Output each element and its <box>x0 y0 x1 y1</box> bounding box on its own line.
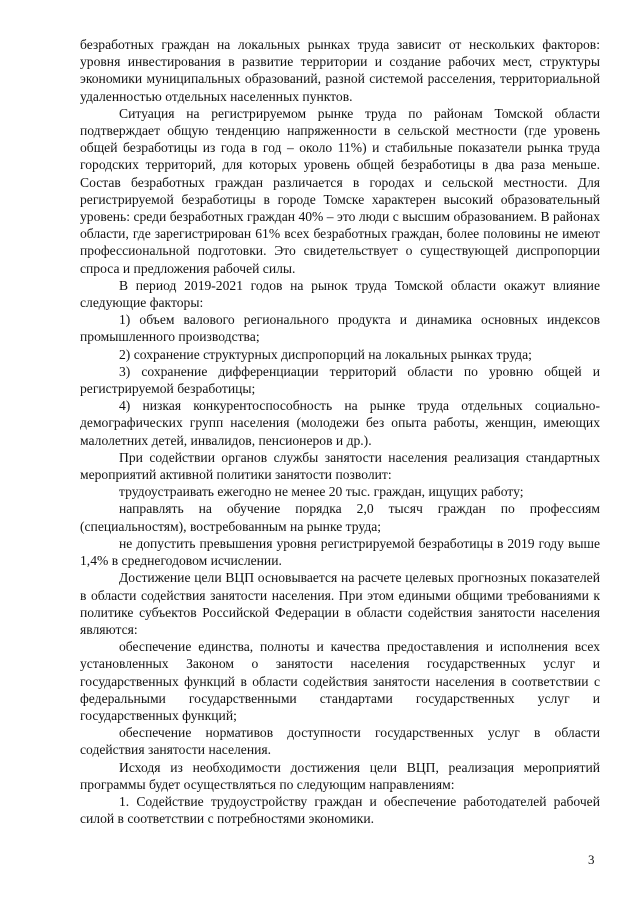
list-item-factor-1: 1) объем валового регионального продукта и динамика основных индексов промышленного производства; <box>80 312 600 345</box>
list-item-training: направлять на обучение порядка 2,0 тысяч граждан по профессиям (специальностям), востребованным на рынке труда; <box>80 501 600 534</box>
paragraph-directions: Исходя из необходимости достижения цели ВЦП, реализация мероприятий программы будет осуществляться по следующим направлениям: <box>80 759 600 792</box>
paragraph-employment-measures: При содействии органов службы занятости населения реализация стандартных мероприятий активной политики занятости позволит: <box>80 449 600 483</box>
list-item-employ: трудоустраивать ежегодно не менее 20 тыс. граждан, ищущих работу; <box>119 484 524 500</box>
document-body <box>80 36 600 827</box>
paragraph-period-2019-2021: В период 2019-2021 годов на рынок труда Томской области окажут влияние следующие факторы: <box>80 277 600 311</box>
list-item-accessibility: обеспечение нормативов доступности государственных услуг в области содействия занятости населения. <box>80 725 600 758</box>
list-item-unity-quality: обеспечение единства, полноты и качества предоставления и исполнения всех установленных Законом о занятости населения государственных услуг и государственных функций в области содействия занятости населения в соответствии с федеральными государственными стандартами государственных услуг и государственных функций; <box>80 639 600 723</box>
list-item-factor-4: 4) низкая конкурентоспособность на рынке труда отдельных социально-демографических групп населения (молодежи без опыта работы, женщин, имеющих малолетних детей, инвалидов, пенсионеров и др.). <box>80 398 600 448</box>
page-number: 3 <box>588 852 595 867</box>
list-item-factor-2: 2) сохранение структурных диспропорций на локальных рынках труда; <box>119 346 532 362</box>
list-item-unemployment-limit: не допустить превышения уровня регистрируемой безработицы в 2019 году выше 1,4% в среднегодовом исчислении. <box>80 535 600 569</box>
list-item-factor-3: 3) сохранение дифференциации территорий области по уровню общей и регистрируемой безработицы; <box>80 363 600 397</box>
paragraph-goal-achievement: Достижение цели ВЦП основывается на расчете целевых прогнозных показателей в области содействия занятости населения. При этом едиными общими требованиями к политике субъектов Российской Федерации в области содействия занятости населения являются: <box>80 570 600 637</box>
paragraph-factors-intro: безработных граждан на локальных рынках труда зависит от нескольких факторов: уровня инвестирования в развитие территории и создание рабочих мест, структуры экономики муниципальных образований, разной системой расселения, территориальной удаленностью отдельных населенных пунктов. <box>80 37 600 104</box>
paragraph-regional-situation: Ситуация на регистрируемом рынке труда по районам Томской области подтверждает общую тенденцию напряженности в сельской местности (где уровень общей безработицы из года в год – около 11%) и стабильные показатели рынка труда городских территорий, для которых уровень общей безработицы в два раза меньше. Состав безработных граждан различается в городах и сельской местности. Для регистрируемой безработицы в городе Томске характерен высокий образовательный уровень: среди безработных граждан 40% – это люди с высшим образованием. В районах области, где зарегистрирован 61% всех безработных граждан, более половины не имеют профессиональной подготовки. Это свидетельствует о существующей диспропорции спроса и предложения рабочей силы. <box>80 105 600 276</box>
list-item-direction-1: 1. Содействие трудоустройству граждан и обеспечение работодателей рабочей силой в соответствии с потребностями экономики. <box>80 793 600 827</box>
